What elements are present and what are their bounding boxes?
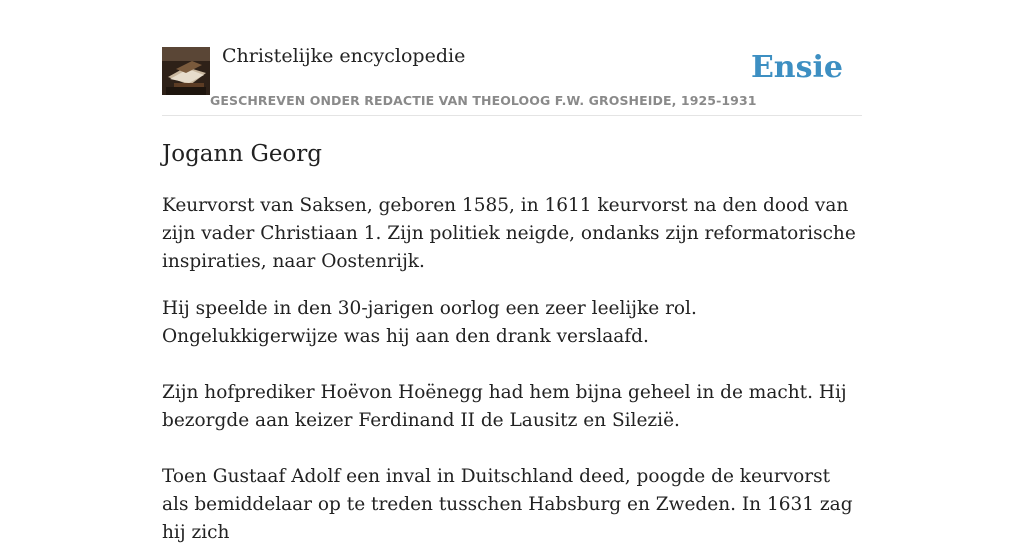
article-paragraph-1: Keurvorst van Saksen, geboren 1585, in 1611 keurvorst na den dood van zijn vader Christiaan 1. Zijn politiek neigde, ondanks zijn reformatorische inspiraties, naar Oostenrijk. [162, 195, 856, 272]
article-paragraph-2: Hij speelde in den 30-jarigen oorlog een zeer leelijke rol. Ongelukkigerwijze was hij aan den drank verslaafd. [162, 298, 697, 347]
site-logo-avatar[interactable] [162, 47, 210, 95]
book-photo-icon [162, 47, 210, 95]
article-title: Jogann Georg [162, 141, 322, 167]
site-header [162, 0, 862, 116]
article-paragraph-3: Zijn hofprediker Hoëvon Hoënegg had hem bijna geheel in de macht. Hij bezorgde aan keizer Ferdinand II de Lausitz en Silezië. [162, 382, 847, 431]
site-subtitle: GESCHREVEN ONDER REDACTIE VAN THEOLOOG F.W. GROSHEIDE, 1925-1931 [210, 93, 757, 108]
article-paragraph-4: Toen Gustaaf Adolf een inval in Duitschland deed, poogde de keurvorst als bemiddelaar op te treden tusschen Habsburg en Zweden. In 1631 zag hij zich [162, 466, 853, 543]
site-title[interactable]: Christelijke encyclopedie [222, 45, 466, 67]
ensie-brand-link[interactable]: Ensie [750, 50, 843, 85]
article-content [162, 138, 862, 547]
